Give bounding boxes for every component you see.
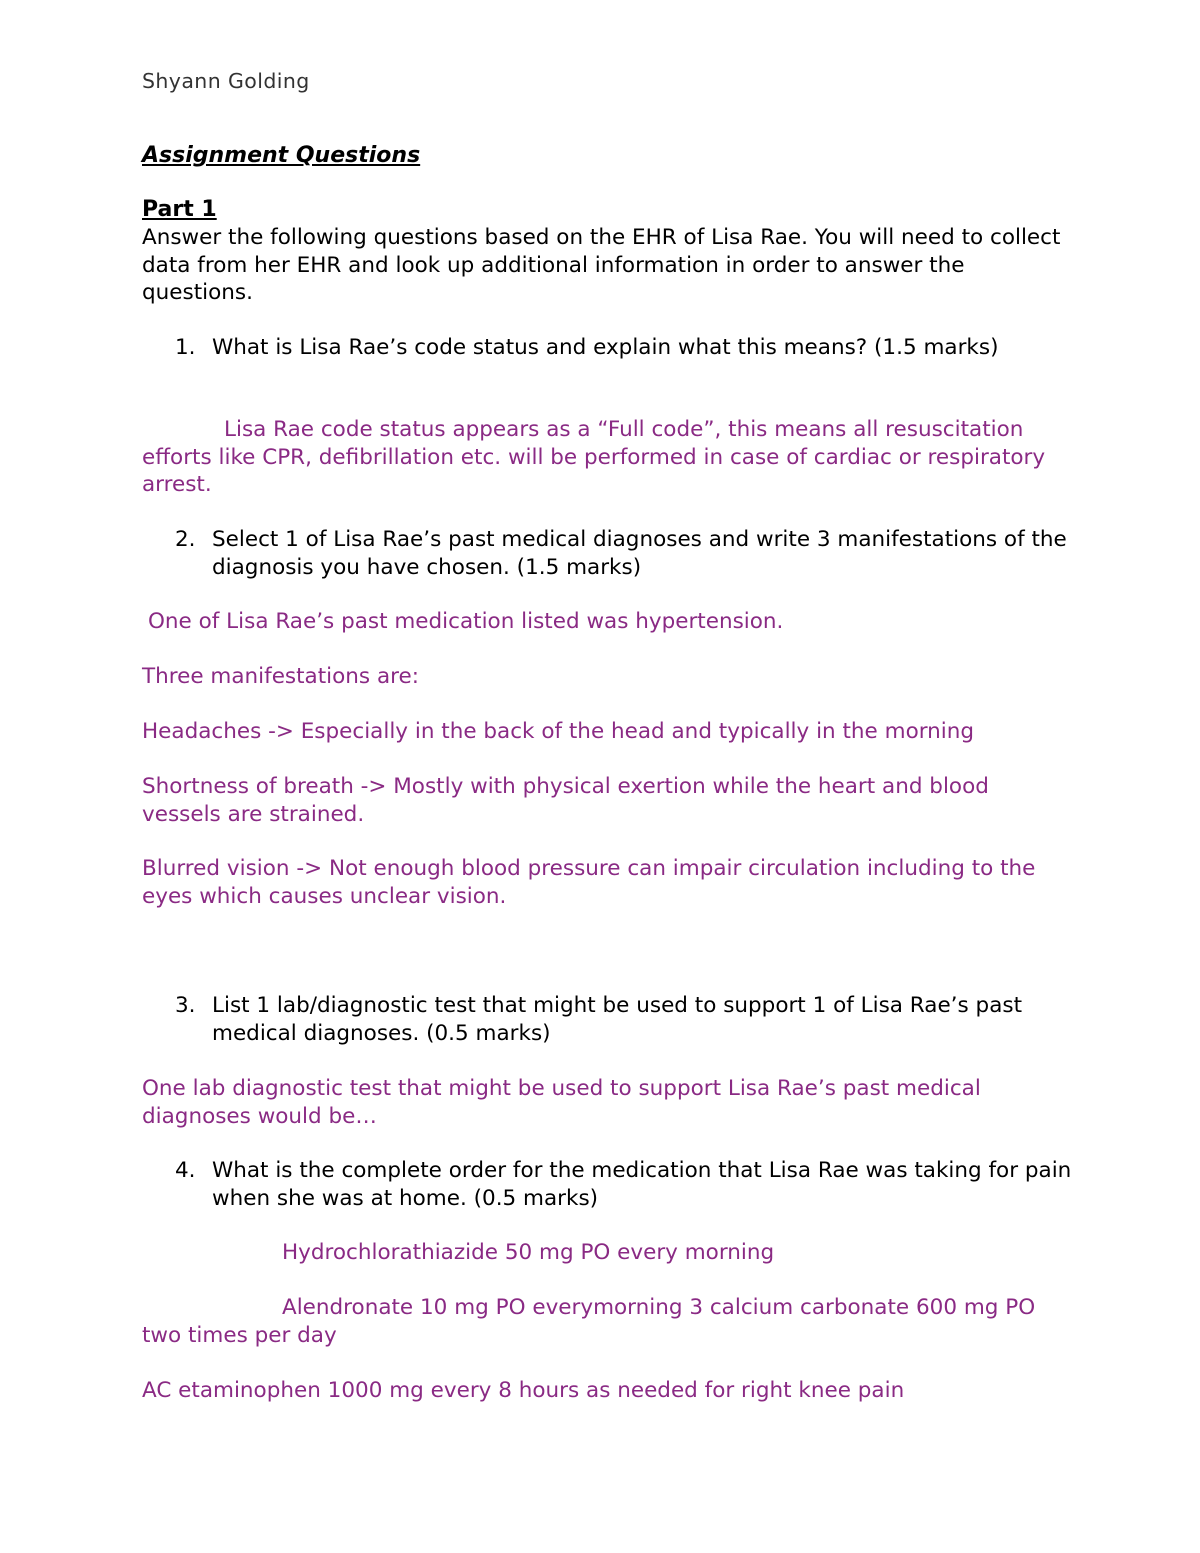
- question-text: List 1 lab/diagnostic test that might be used to support 1 of Lisa Rae’s past medical diagnoses. (0.5 marks): [212, 993, 1022, 1046]
- question-text: What is the complete order for the medication that Lisa Rae was taking for pain when she was at home. (0.5 marks): [212, 1158, 1072, 1211]
- question-3: [175, 992, 1075, 1047]
- answer-4-medication-2: Alendronate 10 mg PO everymorning 3 calcium carbonate 600 mg PO two times per day: [142, 1295, 1036, 1348]
- answer-2-manifestation-3: Blurred vision -> Not enough blood pressure can impair circulation including to the eyes which causes unclear vision.: [142, 856, 1036, 909]
- answer-4-medication-1: Hydrochlorathiazide 50 mg PO every morning: [282, 1240, 775, 1265]
- question-number: 2.: [175, 527, 196, 552]
- intro-paragraph: Answer the following questions based on the EHR of Lisa Rae. You will need to collect data from her EHR and look up additional information in order to answer the questions.: [142, 225, 1061, 305]
- question-number: 4.: [175, 1158, 196, 1183]
- question-4: [175, 1157, 1075, 1212]
- answer-2-lead: Three manifestations are:: [142, 664, 419, 689]
- author-header: Shyann Golding: [142, 69, 310, 93]
- question-1: [175, 334, 1075, 362]
- answer-3: One lab diagnostic test that might be used to support Lisa Rae’s past medical diagnoses would be…: [142, 1076, 981, 1129]
- answer-2-manifestation-2: Shortness of breath -> Mostly with physical exertion while the heart and blood vessels are strained.: [142, 774, 989, 827]
- question-2: [175, 526, 1075, 581]
- question-text: Select 1 of Lisa Rae’s past medical diagnoses and write 3 manifestations of the diagnosis you have chosen. (1.5 marks): [212, 527, 1067, 580]
- answer-2-manifestation-1: Headaches -> Especially in the back of the head and typically in the morning: [142, 719, 975, 744]
- answer-4-medication-3: AC etaminophen 1000 mg every 8 hours as needed for right knee pain: [142, 1378, 905, 1403]
- page-title: Assignment Questions: [142, 143, 421, 168]
- question-number: 1.: [175, 335, 196, 360]
- part-heading: Part 1: [142, 197, 217, 222]
- answer-1: Lisa Rae code status appears as a “Full code”, this means all resuscitation efforts like CPR, defibrillation etc. will be performed in case of cardiac or respiratory arrest.: [142, 417, 1046, 497]
- answer-2-intro: One of Lisa Rae’s past medication listed was hypertension.: [148, 609, 784, 634]
- question-number: 3.: [175, 993, 196, 1018]
- question-text: What is Lisa Rae’s code status and explain what this means? (1.5 marks): [212, 335, 999, 360]
